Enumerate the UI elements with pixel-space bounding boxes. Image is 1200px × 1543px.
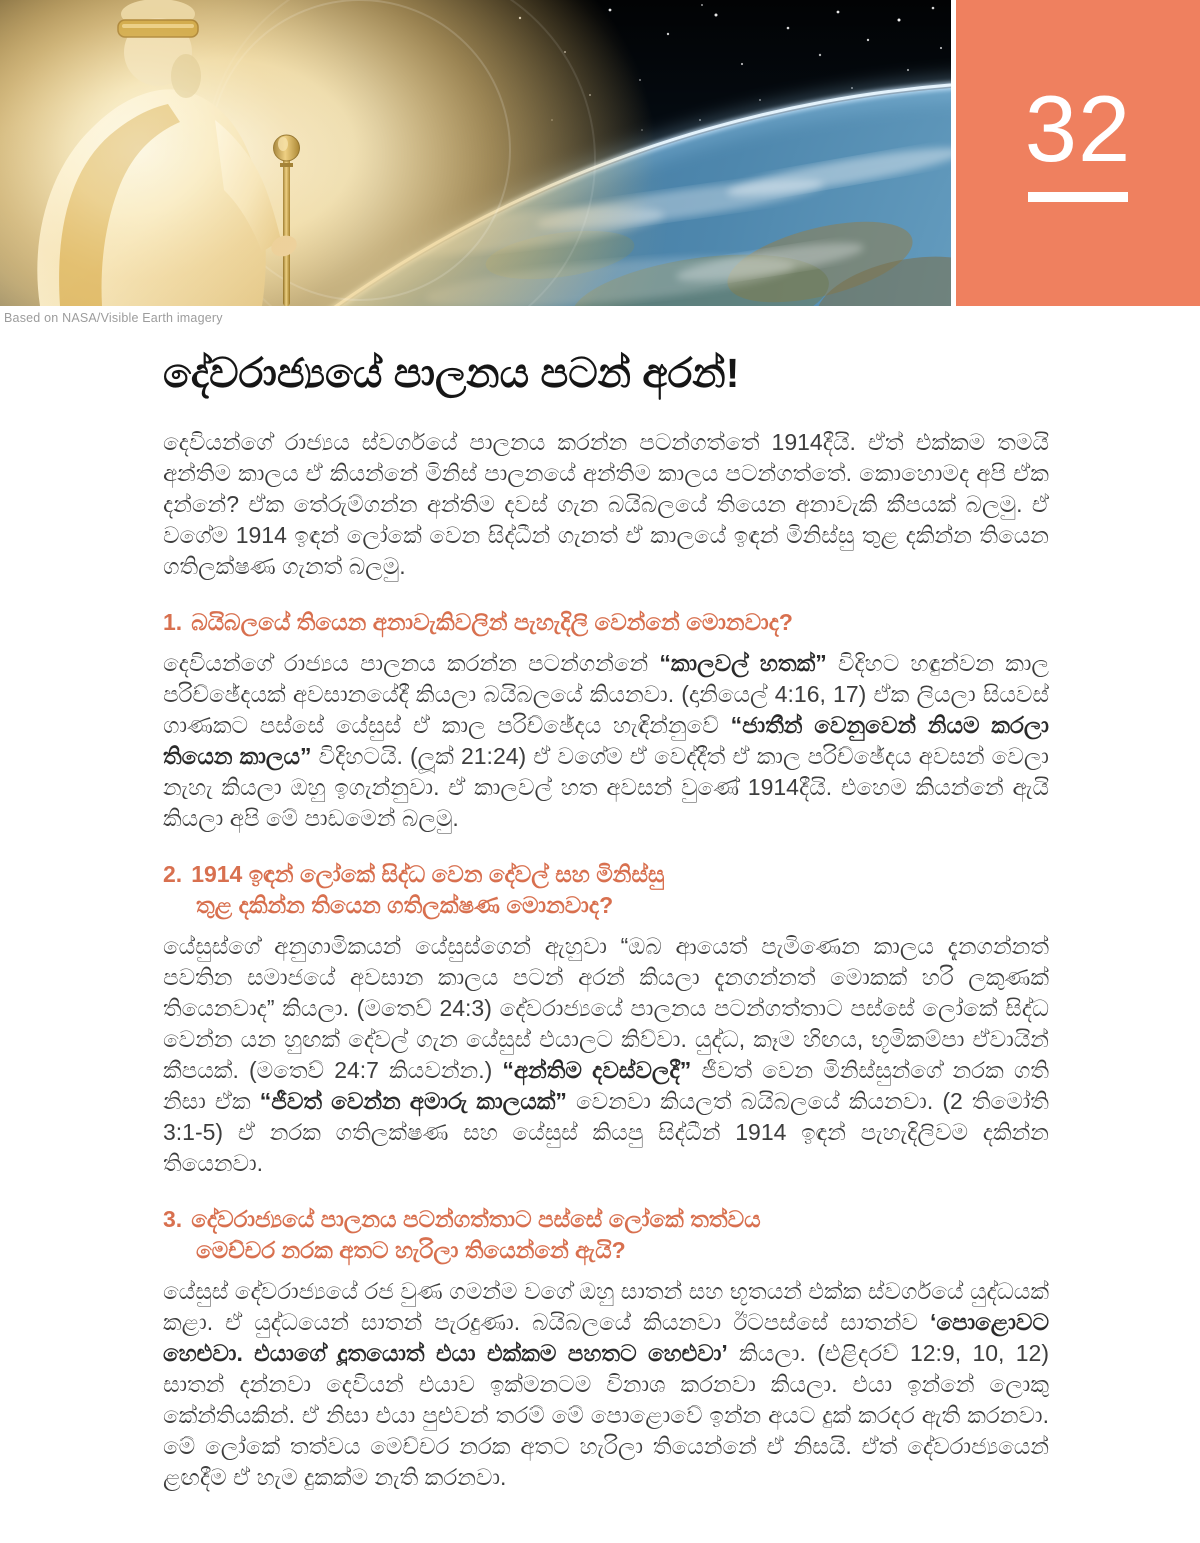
question-heading-1 <box>163 607 1049 638</box>
question-heading-3 <box>163 1204 1049 1266</box>
question-2-text-line-2: තුළ දකින්න තියෙන ගතිලක්ෂණ මොනවාද? <box>196 892 614 919</box>
lesson-number-badge <box>956 0 1200 306</box>
question-3-number: 3. <box>163 1206 183 1233</box>
question-2-number: 2. <box>163 861 183 888</box>
header-photo <box>0 0 951 306</box>
question-3-text-line-2: මෙච්චර නරක අතට හැරිලා තියෙන්නේ ඇයි? <box>196 1237 626 1264</box>
answer-paragraph-2: යේසුස්ගේ අනුගාමිකයන් යේසුස්ගෙන් ඇහුවා “ඔබ ආයෙත් පැමිණෙන කාලය දැනගන්නත් පවතින සමාජයේ අවසාන කාලය පටන් අරන් කියලා දැනගන්නත් මොකක් හරි ලකුණක් තියෙනවාද” කියලා. (මතෙව් 24:3) දේවරාජ්‍යයේ පාලනය පටන්ගත්තාට පස්සේ ලෝකේ සිද්ධ වෙන්න යන හුඟක් දේවල් ගැන යේසුස් එයාලට කිව්වා. යුද්ධ, කෑම හිඟය, භූමිකම්පා ඒවායින් කීපයක්. (මතෙව් 24:7 කියවන්න.) “අන්තිම දවස්වලදී” ජීවත් වෙන මිනිස්සුන්ගේ නරක ගති නිසා ඒක “ජීවත් වෙන්න අමාරු කාලයක්” වෙනවා කියලත් බයිබලයේ කියනවා. (2 තිමෝති 3:1-5) ඒ නරක ගතිලක්ෂණ සහ යේසුස් කියපු සිද්ධීන් 1914 ඉඳන් පැහැදිලිවම දකින්න තියෙනවා. <box>163 933 1050 1177</box>
lesson-content <box>163 347 1049 1493</box>
header <box>0 0 1200 306</box>
page-title: දේවරාජ්‍යයේ පාලනය පටන් අරන්! <box>163 350 740 396</box>
answer-paragraph-1: දෙවියන්ගේ රාජ්‍යය පාලනය කරන්න පටන්ගන්නේ “කාලවල් හතක්” විදිහට හඳුන්වන කාල පරිච්ඡේදයක් අවසානයේදී කියලා බයිබලයේ කියනවා. (දානියෙල් 4:16, 17) ඒක ලියලා සියවස් ගාණකට පස්සේ යේසුස් ඒ කාල පරිච්ඡේදය හැඳින්නුවේ “ජාතීන් වෙනුවෙන් නියම කරලා තියෙන කාලය” විදිහටයි. (ලූක් 21:24) ඒ වගේම ඒ වෙද්දීත් ඒ කාල පරිච්ඡේදය අවසන් වෙලා නැහැ කියලා ඔහු ඉගැන්නුවා. ඒ කාලවල් හත අවසන් වුණේ 1914දීයි. එහෙම කියන්නේ ඇයි කියලා අපි මේ පාඩමෙන් බලමු. <box>163 650 1049 832</box>
question-1-text: බයිබලයේ තියෙන අනාවැකිවලින් පැහැදිලි වෙන්නේ මොනවාද? <box>191 609 793 636</box>
header-photo-graphic <box>0 0 951 306</box>
question-heading-2 <box>163 859 1049 921</box>
intro-paragraph: දෙවියන්ගේ රාජ්‍යය ස්වර්ගයේ පාලනය කරන්න පටන්ගත්තේ 1914දීයි. ඒත් එක්කම තමයි අන්තිම කාලය ඒ කියන්නේ මිනිස් පාලනයේ අන්තිම කාලය පටන්ගත්තේ. කොහොමද අපි ඒක දන්නේ? ඒක තේරුම්ගන්න අන්තිම දවස් ගැන බයිබලයේ තියෙන අනාවැකි කීපයක් බලමු. ඒ වගේම 1914 ඉඳන් ලෝකේ වෙන සිද්ධීන් ගැනත් ඒ කාලයේ ඉඳන් මිනිස්සු තුළ දකින්න තියෙන ගතිලක්ෂණ ගැනත් බලමු. <box>163 429 1049 580</box>
light-wash <box>0 0 380 306</box>
question-3-text-line-1: දේවරාජ්‍යයේ පාලනය පටන්ගත්තාට පස්සේ ලෝකේ තත්වය <box>191 1206 761 1233</box>
badge-underline <box>1028 192 1128 202</box>
image-credit: Based on NASA/Visible Earth imagery <box>4 311 223 325</box>
lesson-number: 32 <box>1024 76 1132 181</box>
question-1-number: 1. <box>163 609 183 636</box>
answer-paragraph-3: යේසුස් දේවරාජ්‍යයේ රජ වුණ ගමන්ම වගේ ඔහු සාතන් සහ භූතයන් එක්ක ස්වර්ගයේ යුද්ධයක් කළා. ඒ යුද්ධයෙන් සාතන් පැරදුණා. බයිබලයේ කියනවා ඊටපස්සේ සාතන්ව ‘පොළොවට හෙළුවා. එයාගේ දූතයොත් එයා එක්කම පහතට හෙළුවා’ කියලා. (එළිදරව් 12:9, 10, 12) සාතන් දන්නවා දෙවියන් එයාව ඉක්මනටම විනාශ කරනවා කියලා. එයා ඉන්නේ ලොකු කේන්තියකින්. ඒ නිසා එයා පුළුවන් තරම් මේ පොළොවේ ඉන්න අයට දුක් කරදර ඇති කරනවා. මේ ලෝකේ තත්වය මෙච්චර නරක අතට හැරිලා තියෙන්නේ ඒ නිසයි. ඒත් දේවරාජ්‍යයෙන් ළඟදීම ඒ හැම දුකක්ම නැති කරනවා. <box>163 1278 1049 1491</box>
question-2-text-line-1: 1914 ඉඳන් ලෝකේ සිද්ධ වෙන දේවල් සහ මිනිස්සු <box>191 861 665 888</box>
